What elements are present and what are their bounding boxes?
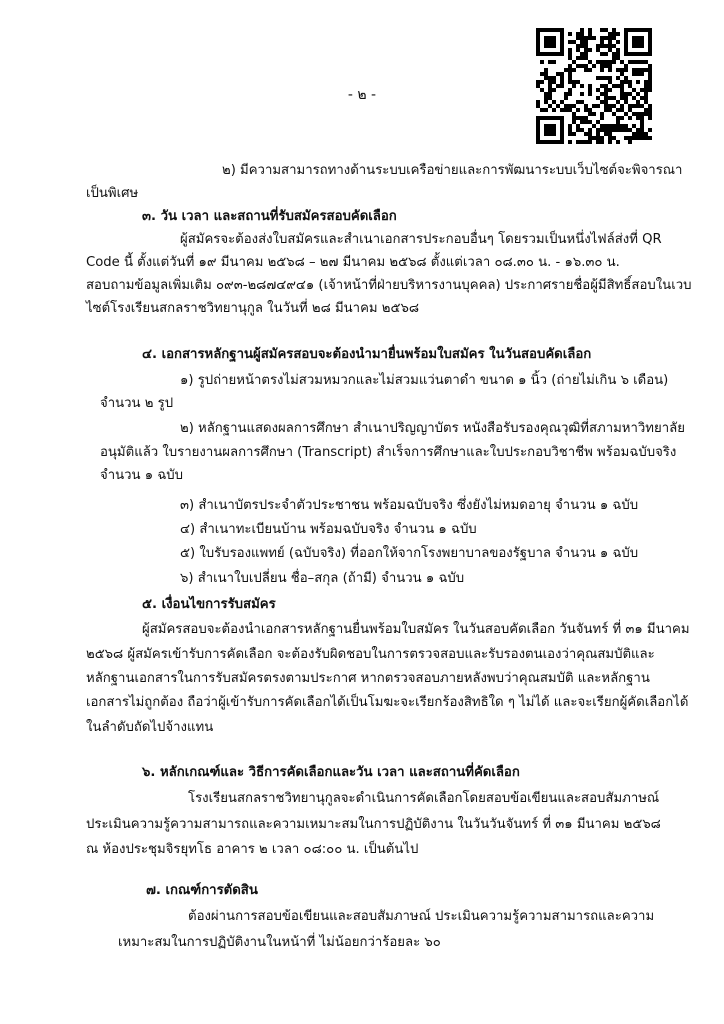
section5-heading: ๕. เงื่อนไขการรับสมัคร	[142, 597, 276, 612]
section7-line: เหมาะสมในการปฏิบัติงานในหน้าที่ ไม่น้อยกว่าร้อยละ ๖๐	[118, 935, 441, 950]
section4-line: ๖) สำเนาใบเปลี่ยน ชื่อ–สกุล (ถ้ามี) จำนวน ๑ ฉบับ	[180, 571, 465, 586]
section3-heading: ๓. วัน เวลา และสถานที่รับสมัครสอบคัดเลือก	[142, 209, 397, 224]
section4-line: ๔) สำเนาทะเบียนบ้าน พร้อมฉบับจริง จำนวน ๑ ฉบับ	[180, 522, 477, 537]
section4-heading: ๔. เอกสารหลักฐานผู้สมัครสอบจะต้องนำมายื่นพร้อมใบสมัคร ในวันสอบคัดเลือก	[142, 347, 592, 362]
intro-line-1: ๒) มีความสามารถทางด้านระบบเครือข่ายและการพัฒนาระบบเว็บไซต์จะพิจารณา	[222, 163, 683, 178]
section5-line: ในลำดับถัดไปจ้างแทน	[86, 720, 214, 735]
section4-line: ๕) ใบรับรองแพทย์ (ฉบับจริง) ที่ออกให้จากโรงพยาบาลของรัฐบาล จำนวน ๑ ฉบับ	[180, 546, 639, 561]
section6-line: ณ ห้องประชุมจิรยุทโธ อาคาร ๒ เวลา ๐๘:๐๐ น. เป็นต้นไป	[86, 842, 419, 857]
section7-line: ต้องผ่านการสอบข้อเขียนและสอบสัมภาษณ์ ประเมินความรู้ความสามารถและความ	[188, 909, 655, 924]
section3-line: ไซต์โรงเรียนสกลราชวิทยานุกูล ในวันที่ ๒๘ มีนาคม ๒๕๖๘	[86, 301, 419, 316]
section4-line: ๓) สำเนาบัตรประจำตัวประชาชน พร้อมฉบับจริง ซึ่งยังไม่หมดอายุ จำนวน ๑ ฉบับ	[180, 498, 639, 513]
section6-line: โรงเรียนสกลราชวิทยานุกูลจะดำเนินการคัดเลือกโดยสอบข้อเขียนและสอบสัมภาษณ์	[188, 791, 660, 806]
section7-heading: ๗. เกณฑ์การตัดสิน	[146, 883, 258, 898]
section4-line: ๒) หลักฐานแสดงผลการศึกษา สำเนาปริญญาบัตร หนังสือรับรองคุณวุฒิที่สภามหาวิทยาลัย	[180, 421, 685, 436]
section5-line: หลักฐานเอกสารในการรับสมัครตรงตามประกาศ หากตรวจสอบภายหลังพบว่าคุณสมบัติ และหลักฐาน	[86, 671, 650, 686]
intro-line-2: เป็นพิเศษ	[86, 186, 139, 201]
section3-line: Code นี้ ตั้งแต่วันที่ ๑๙ มีนาคม ๒๕๖๘ – ๒๗ มีนาคม ๒๕๖๘ ตั้งแต่เวลา ๐๘.๓๐ น. - ๑๖.๓๐ น.	[86, 255, 620, 270]
section4-line: ๑) รูปถ่ายหน้าตรงไม่สวมหมวกและไม่สวมแว่นตาดำ ขนาด ๑ นิ้ว (ถ่ายไม่เกิน ๖ เดือน)	[180, 373, 669, 388]
section4-line: จำนวน ๑ ฉบับ	[100, 468, 184, 483]
page-number: - ๒ -	[347, 87, 377, 103]
section5-line: เอกสารไม่ถูกต้อง ถือว่าผู้เข้ารับการคัดเลือกได้เป็นโมฆะจะเรียกร้องสิทธิใด ๆ ไม่ได้ และจะเรียกผู้คัดเลือกได้	[86, 695, 689, 710]
section6-heading: ๖. หลักเกณฑ์และ วิธีการคัดเลือกและวัน เวลา และสถานที่คัดเลือก	[142, 765, 520, 780]
section3-line: สอบถามข้อมูลเพิ่มเติม ๐๙๓-๒๘๗๔๙๔๑ (เจ้าหน้าที่ฝ่ายบริหารงานบุคคล) ประกาศรายชื่อผู้มีสิทธิ์สอบในเวบ	[86, 278, 692, 293]
section4-line: อนุมัติแล้ว ใบรายงานผลการศึกษา (Transcript) สำเร็จการศึกษาและใบประกอบวิชาชีพ พร้อมฉบับจริง	[100, 445, 677, 460]
section4-line: จำนวน ๒ รูป	[100, 396, 174, 411]
section5-line: ผู้สมัครสอบจะต้องนำเอกสารหลักฐานยื่นพร้อมใบสมัคร ในวันสอบคัดเลือก วันจันทร์ ที่ ๓๑ มีนาคม	[142, 622, 690, 637]
section6-line: ประเมินความรู้ความสามารถและความเหมาะสมในการปฏิบัติงาน ในวันวันจันทร์ ที่ ๓๑ มีนาคม ๒๕๖๘	[86, 817, 661, 832]
section5-line: ๒๕๖๘ ผู้สมัครเข้ารับการคัดเลือก จะต้องรับผิดชอบในการตรวจสอบและรับรองตนเองว่าคุณสมบัติและ	[86, 647, 655, 662]
section3-line: ผู้สมัครจะต้องส่งใบสมัครและสำเนาเอกสารประกอบอื่นๆ โดยรวมเป็นหนึ่งไฟล์ส่งที่ QR	[180, 232, 662, 247]
